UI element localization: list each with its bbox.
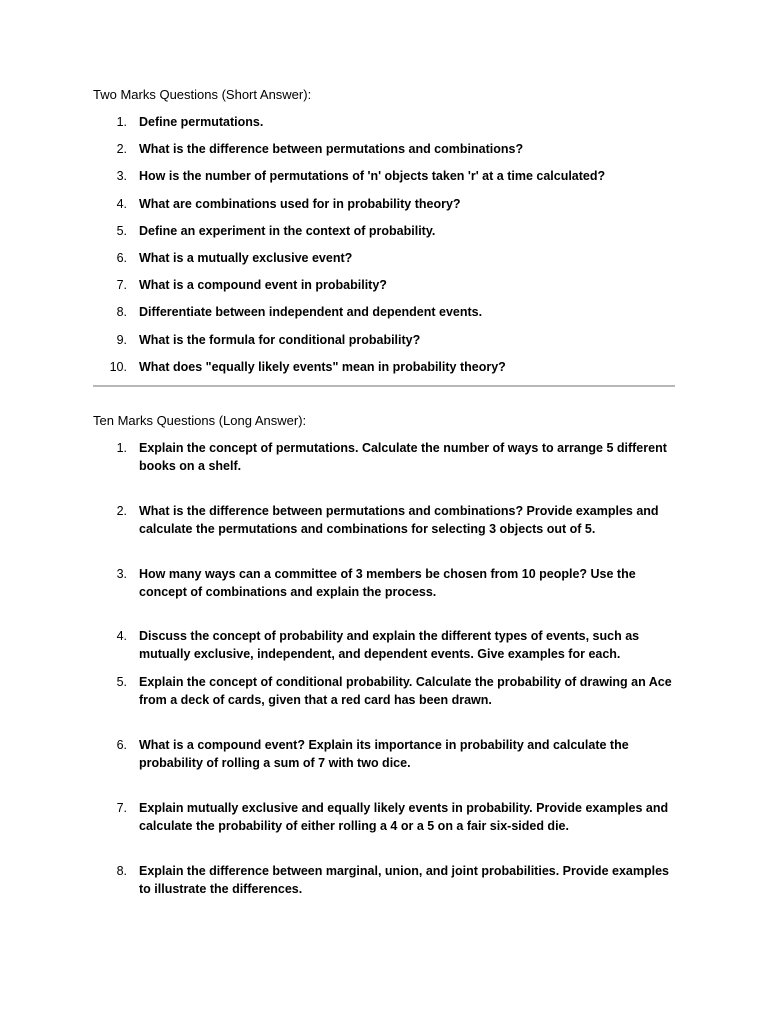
question-text: Explain the difference between marginal, union, and joint probabilities. Provide examples to illustrate the differences. bbox=[139, 863, 669, 896]
item-number: 4. bbox=[116, 196, 127, 211]
list-item bbox=[93, 331, 675, 349]
list-item bbox=[93, 799, 675, 835]
item-number: 7. bbox=[116, 800, 127, 815]
item-number: 2. bbox=[116, 142, 127, 157]
question-text: What does "equally likely events" mean in probability theory? bbox=[139, 359, 506, 374]
question-text: How is the number of permutations of 'n' objects taken 'r' at a time calculated? bbox=[139, 169, 606, 184]
list-item bbox=[93, 303, 675, 321]
list-item bbox=[93, 736, 675, 772]
item-number: 1. bbox=[116, 115, 127, 129]
short-answer-list bbox=[93, 113, 675, 376]
long-answer-list bbox=[93, 439, 675, 898]
list-item bbox=[93, 195, 675, 213]
long-answer-heading: Ten Marks Questions (Long Answer): bbox=[93, 412, 307, 428]
item-number: 5. bbox=[116, 674, 127, 689]
list-item bbox=[93, 502, 675, 538]
horizontal-divider bbox=[93, 385, 675, 387]
question-text: What are combinations used for in probability theory? bbox=[139, 196, 461, 211]
list-item bbox=[93, 167, 675, 185]
item-number: 5. bbox=[116, 223, 127, 238]
item-number: 8. bbox=[116, 305, 127, 320]
question-text: Explain the concept of conditional probability. Calculate the probability of drawing an Ace from a deck of cards, given that a red card has been drawn. bbox=[139, 674, 672, 707]
item-number: 9. bbox=[116, 332, 127, 347]
question-text: Define permutations. bbox=[139, 115, 264, 129]
question-text: What is a mutually exclusive event? bbox=[139, 250, 353, 265]
item-number: 2. bbox=[116, 503, 127, 518]
list-item bbox=[93, 673, 675, 709]
item-number: 3. bbox=[116, 169, 127, 184]
item-number: 10. bbox=[109, 359, 127, 374]
list-item bbox=[93, 439, 675, 475]
item-number: 4. bbox=[116, 628, 127, 643]
question-text: Explain mutually exclusive and equally likely events in probability. Provide examples and calculate the probability of either rolling a 4 or a 5 on a fair six-sided die. bbox=[139, 800, 669, 833]
question-text: What is a compound event? Explain its importance in probability and calculate the probability of rolling a sum of 7 with two dice. bbox=[139, 737, 629, 770]
item-number: 1. bbox=[116, 440, 127, 455]
question-text: Explain the concept of permutations. Calculate the number of ways to arrange 5 different books on a shelf. bbox=[139, 440, 667, 473]
list-item bbox=[93, 358, 675, 376]
question-text: What is the formula for conditional probability? bbox=[139, 332, 421, 347]
question-text: Discuss the concept of probability and explain the different types of events, such as mutually exclusive, independent, and dependent events. Give examples for each. bbox=[139, 628, 640, 661]
list-item bbox=[93, 113, 675, 131]
item-number: 6. bbox=[116, 737, 127, 752]
list-item bbox=[93, 222, 675, 240]
short-answer-section bbox=[93, 86, 675, 376]
question-text: What is the difference between permutations and combinations? bbox=[139, 142, 524, 157]
list-item bbox=[93, 565, 675, 601]
question-text: How many ways can a committee of 3 members be chosen from 10 people? Use the concept of combinations and explain the process. bbox=[139, 566, 636, 599]
list-item bbox=[93, 140, 675, 158]
list-item bbox=[93, 276, 675, 294]
item-number: 6. bbox=[116, 250, 127, 265]
item-number: 8. bbox=[116, 863, 127, 878]
list-item bbox=[93, 862, 675, 898]
question-text: What is the difference between permutations and combinations? Provide examples and calculate the permutations and combinations for selecting 3 objects out of 5. bbox=[139, 503, 659, 536]
short-answer-heading: Two Marks Questions (Short Answer): bbox=[93, 87, 312, 102]
question-text: What is a compound event in probability? bbox=[139, 278, 387, 293]
list-item bbox=[93, 249, 675, 267]
long-answer-section bbox=[93, 412, 675, 898]
item-number: 3. bbox=[116, 566, 127, 581]
item-number: 7. bbox=[116, 278, 127, 293]
list-item bbox=[93, 627, 675, 663]
document-page bbox=[93, 86, 675, 898]
question-text: Define an experiment in the context of probability. bbox=[139, 223, 436, 238]
question-text: Differentiate between independent and dependent events. bbox=[139, 305, 483, 320]
